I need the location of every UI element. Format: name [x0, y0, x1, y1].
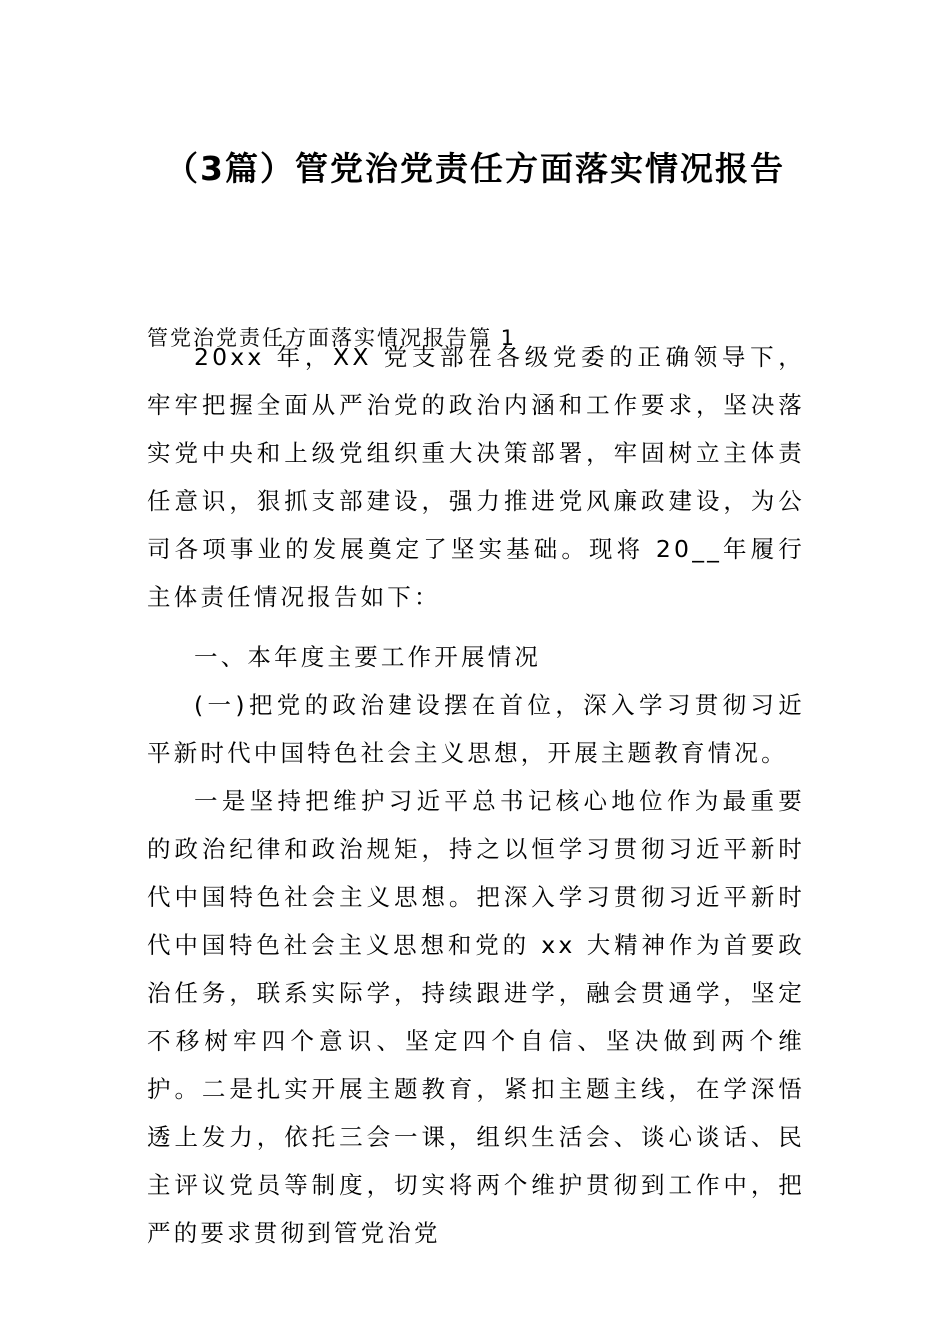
body-paragraph: 一是坚持把维护习近平总书记核心地位作为最重要的政治纪律和政治规矩，持之以恒学习贯彻习近平新时代中国特色社会主义思想。把深入学习贯彻习近平新时代中国特色社会主义思想和党的 xx 大精神作为首要政治任务，联系实际学，持续跟进学，融会贯通学，坚定不移树牢四个意识、坚定四个自信、坚决做到两个维护。二是扎实开展主题教育，紧扣主题主线，在学深悟透上发力，依托三会一课，组织生活会、谈心谈话、民主评议党员等制度，切实将两个维护贯彻到工作中，把严的要求贯彻到管党治党	[147, 787, 805, 1247]
document-title: （3篇）管党治党责任方面落实情况报告	[165, 149, 785, 188]
subsection-paragraph: (一)把党的政治建设摆在首位，深入学习贯彻习近平新时代中国特色社会主义思想，开展主题教育情况。	[147, 691, 805, 767]
section-heading: 一、本年度主要工作开展情况	[194, 643, 542, 671]
section-subtitle: 管党治党责任方面落实情况报告篇 1	[147, 326, 517, 350]
intro-paragraph: 20xx 年，XX 党支部在各级党委的正确领导下，牢牢把握全面从严治党的政治内涵和工作要求，坚决落实党中央和上级党组织重大决策部署，牢固树立主体责任意识，狠抓支部建设，强力推进党风廉政建设，为公司各项事业的发展奠定了坚实基础。现将 20__年履行主体责任情况报告如下：	[147, 343, 805, 611]
